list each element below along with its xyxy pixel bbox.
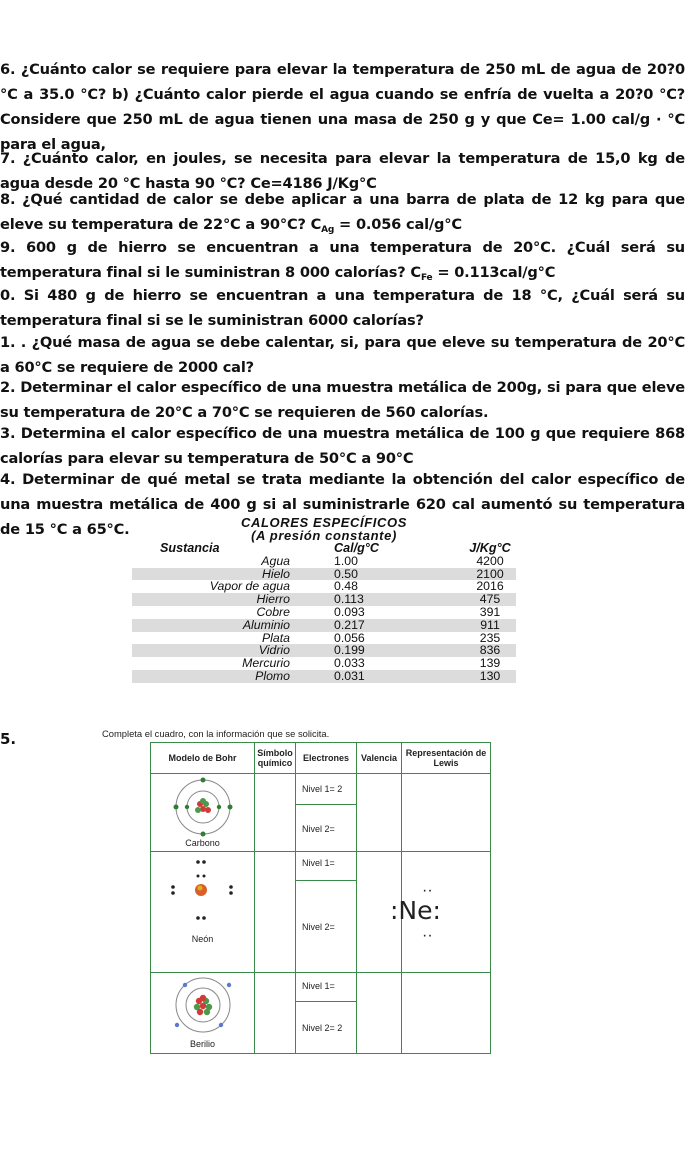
atom-name-neon: Neón xyxy=(191,934,214,944)
header-joule: J/Kg°C xyxy=(469,541,511,555)
lewis-cell-neon xyxy=(390,852,491,973)
joule-value-cell: 475 xyxy=(479,592,501,607)
bohr-model-beryllium xyxy=(151,973,255,1054)
joule-value-cell: 2100 xyxy=(476,566,504,581)
question-8: 8. ¿Qué cantidad de calor se debe aplicar a una barra de plata de 12 kg para que eleve su temperatura de 22°C a 90°C? $C_{Ag} = 0.056$ cal/g°C xyxy=(0,191,685,235)
cal-value-cell: 0.48 xyxy=(334,579,358,594)
lewis-dots-bottom: ·· xyxy=(422,927,433,944)
cal-value-cell: 0.50 xyxy=(334,566,358,581)
lewis-dots-top: ·· xyxy=(422,882,433,899)
joule-value-cell: 911 xyxy=(480,617,500,632)
table-row xyxy=(132,632,516,645)
substance-cell: Cobre xyxy=(256,604,290,619)
electrons-cell-carbon xyxy=(296,774,357,852)
joule-value-cell: 235 xyxy=(479,630,501,645)
table-row xyxy=(132,555,516,568)
cal-value-cell: 0.113 xyxy=(334,592,364,607)
header-substance: Sustancia xyxy=(160,541,220,555)
table-row xyxy=(132,644,516,657)
question-13: 3. Determina el calor específico de una muestra metálica de 100 g que requiere 868 calorías para elevar su temperatura de 50°C a 90°C xyxy=(0,425,685,467)
table-subtitle: (A presión constante) xyxy=(251,528,397,543)
beryllium-level-2: Nivel 2= 2 xyxy=(302,1023,343,1033)
atom-name-beryllium: Berilio xyxy=(189,1039,215,1049)
table-row xyxy=(132,657,516,670)
table-row xyxy=(132,580,516,593)
question-9: 9. 600 g de hierro se encuentran a una temperatura de 20°C. ¿Cuál será su temperatura final si le suministran 8 000 calorías? $C_{Fe} = 0.113cal/g^\circ C$ xyxy=(0,239,685,283)
cal-value-cell: 0.031 xyxy=(334,668,365,683)
atom-row-carbon xyxy=(151,774,491,852)
cal-value-cell: 0.093 xyxy=(334,604,365,619)
question-11: 1. . ¿Qué masa de agua se debe calentar, si, para que eleve su temperatura de 20°C a 60°C se requiere de 2000 cal? xyxy=(0,334,685,376)
substance-cell: Vidrio xyxy=(258,643,290,658)
carbon-bohr-diagram-icon xyxy=(151,774,254,840)
neon-level-1: Nivel 1= xyxy=(302,858,335,868)
question-5-number: 5. xyxy=(0,730,17,748)
table-row xyxy=(132,619,516,632)
beryllium-level-1: Nivel 1= xyxy=(302,981,335,991)
table-header-row xyxy=(132,542,516,555)
header-cal: Cal/g°C xyxy=(334,541,379,555)
question-6: 6. ¿Cuánto calor se requiere para elevar la temperatura de 250 mL de agua de 20?0 °C a 35.0 °C? b) ¿Cuánto calor pierde el agua cuando se enfría de vuelta a 20?0 °C? Considere que 250 mL de agua tienen una masa de 250 g y que Ce= 1.00 cal/g · °C para el agua, xyxy=(0,61,685,153)
neon-bohr-diagram-icon xyxy=(151,852,254,932)
carbon-level-2: Nivel 2= xyxy=(302,824,335,834)
header-electrons: Electrones xyxy=(296,743,357,774)
cal-value-cell: 0.033 xyxy=(334,656,365,671)
substance-cell: Plata xyxy=(261,630,290,645)
electrons-cell-beryllium xyxy=(296,973,357,1054)
substance-cell: Aluminio xyxy=(242,617,290,632)
symbol-cell-carbon[interactable] xyxy=(255,774,296,852)
question-7: 7. ¿Cuánto calor, en joules, se necesita para elevar la temperatura de 15,0 kg de agua desde 20 °C hasta 90 °C? Ce=4186 J/Kg°C xyxy=(0,150,685,192)
substance-cell: Agua xyxy=(261,553,290,568)
joule-value-cell: 2016 xyxy=(476,579,504,594)
joule-value-cell: 836 xyxy=(479,643,501,658)
neon-level-2: Nivel 2= xyxy=(302,922,335,932)
header-bohr-model: Modelo de Bohr xyxy=(151,743,255,774)
beryllium-bohr-diagram-icon xyxy=(151,973,254,1039)
substance-cell: Vapor de agua xyxy=(209,579,290,594)
table-row xyxy=(132,670,516,683)
substance-cell: Plomo xyxy=(255,668,290,683)
joule-value-cell: 139 xyxy=(479,656,501,671)
header-symbol: Símbolo químico xyxy=(255,743,296,774)
substance-cell: Hierro xyxy=(256,592,290,607)
cal-value-cell: 0.199 xyxy=(334,643,365,658)
lewis-neon: :Ne: xyxy=(390,896,441,925)
bohr-table xyxy=(150,742,491,1054)
table-row xyxy=(132,593,516,606)
substance-cell: Mercurio xyxy=(242,656,290,671)
joule-value-cell: 4200 xyxy=(476,553,504,568)
cal-value-cell: 1.00 xyxy=(334,553,358,568)
header-valence: Valencia xyxy=(357,743,402,774)
lewis-cell-carbon[interactable] xyxy=(402,774,491,852)
cal-value-cell: 0.056 xyxy=(334,630,365,645)
valence-cell-beryllium[interactable] xyxy=(357,973,402,1054)
atom-row-beryllium xyxy=(151,973,491,1054)
bohr-caption: Completa el cuadro, con la información que se solicita. xyxy=(102,728,330,739)
bohr-model-neon xyxy=(151,852,255,973)
symbol-cell-neon[interactable] xyxy=(255,852,296,973)
header-lewis: Representación de Lewis xyxy=(402,743,491,774)
specific-heat-table xyxy=(132,516,516,683)
atom-row-neon xyxy=(151,852,491,973)
atom-name-carbon: Carbono xyxy=(185,838,220,848)
question-12: 2. Determinar el calor específico de una muestra metálica de 200g, si para que eleve su temperatura de 20°C a 70°C se requieren de 560 calorías. xyxy=(0,379,685,421)
table-title: CALORES ESPECÍFICOS xyxy=(241,515,407,530)
bohr-model-carbon xyxy=(151,774,255,852)
symbol-cell-beryllium[interactable] xyxy=(255,973,296,1054)
joule-value-cell: 391 xyxy=(479,604,501,619)
carbon-level-1: Nivel 1= 2 xyxy=(302,784,343,794)
table-row xyxy=(132,606,516,619)
cal-value-cell: 0.217 xyxy=(334,617,365,632)
question-10: 0. Si 480 g de hierro se encuentran a una temperatura de 18 °C, ¿Cuál será su temperatura final si se le suministran 6000 calorías? xyxy=(0,287,685,329)
electrons-cell-neon xyxy=(296,852,357,973)
lewis-cell-beryllium[interactable] xyxy=(402,973,491,1054)
table-row xyxy=(132,568,516,581)
substance-cell: Hielo xyxy=(261,566,290,581)
valence-cell-carbon[interactable] xyxy=(357,774,402,852)
joule-value-cell: 130 xyxy=(479,668,501,683)
question-14: 4. Determinar de qué metal se trata mediante la obtención del calor específico de una muestra metálica de 400 g si al suministrarle 620 cal aumentó su temperatura de 15 °C a 65°C. xyxy=(0,471,685,538)
